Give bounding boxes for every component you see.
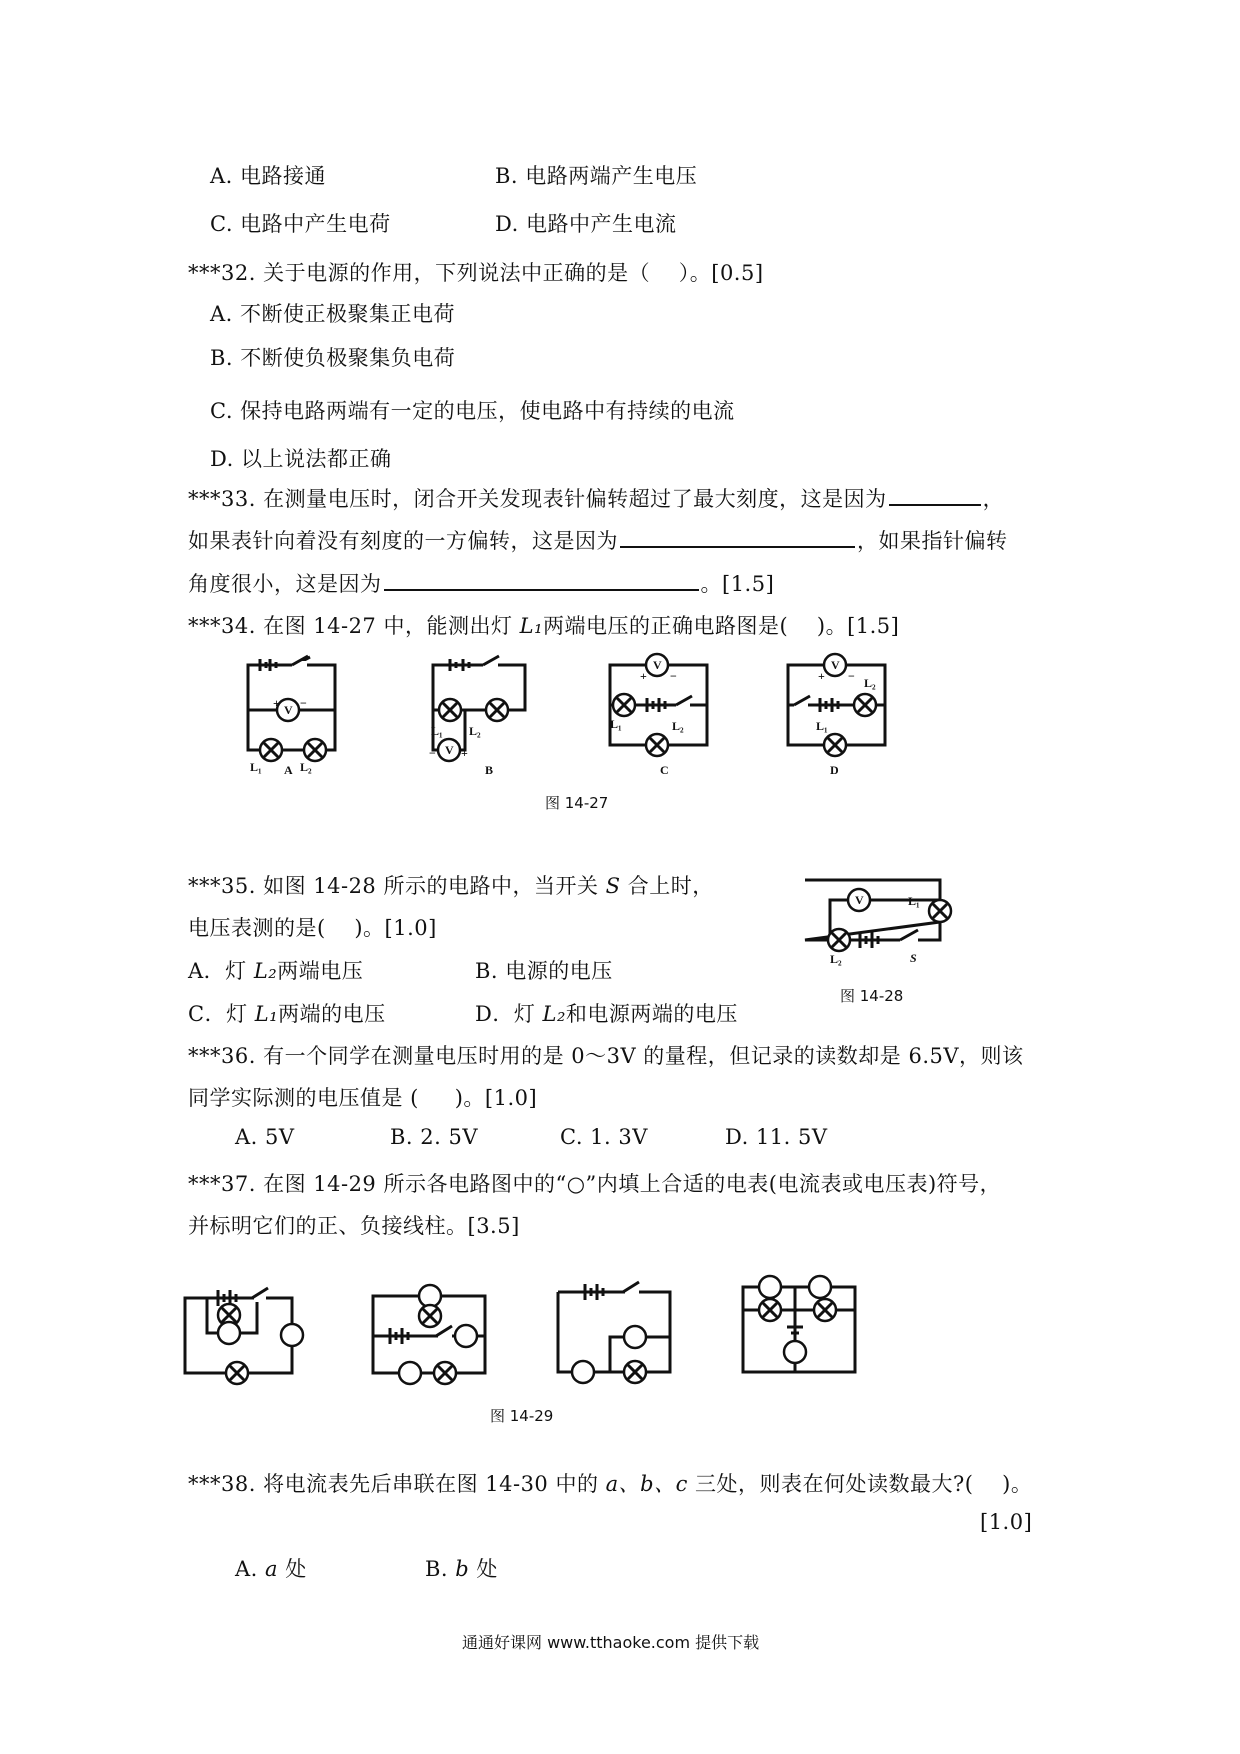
svg-text:L₁: L₁ — [610, 717, 622, 731]
meter-blank-circle[interactable] — [759, 1276, 781, 1298]
q34-stem: ***34. 在图 14-27 中，能测出灯 L₁两端电压的正确电路图是( )。[1.5] — [188, 614, 900, 638]
q31-option-a: A. 电路接通 — [210, 164, 327, 188]
meter-blank-circle[interactable] — [455, 1325, 477, 1347]
q31-option-b: B. 电路两端产生电压 — [495, 164, 698, 188]
q37-line-2: 并标明它们的正、负接线柱。[3.5] — [188, 1214, 520, 1238]
meter-blank-circle[interactable] — [419, 1285, 441, 1307]
meter-blank-circle[interactable] — [624, 1326, 646, 1348]
figure-14-27-circuit-b — [425, 655, 540, 777]
svg-text:L₂: L₂ — [830, 952, 842, 966]
svg-text:L₂: L₂ — [300, 760, 312, 774]
q33-answer-blank-3[interactable] — [384, 569, 699, 591]
q38-option-b: B. b 处 — [425, 1557, 498, 1581]
q36-option-d: D. 11. 5V — [725, 1125, 828, 1149]
meter-blank-circle[interactable] — [218, 1322, 240, 1344]
figure-14-29-caption: 图 14-29 — [490, 1407, 554, 1425]
q38-option-a: A. a 处 — [235, 1557, 307, 1581]
svg-text:V: V — [445, 743, 454, 757]
svg-text:V: V — [831, 658, 840, 672]
figure-14-27-circuit-c — [602, 650, 717, 777]
q36-option-c: C. 1. 3V — [560, 1125, 648, 1149]
q33-answer-blank-2[interactable] — [620, 526, 855, 548]
circuit-label-b: B — [485, 763, 494, 777]
figure-14-29-circuit-4 — [740, 1272, 870, 1388]
q38-score: [1.0] — [980, 1510, 1033, 1534]
figure-14-28-caption: 图 14-28 — [840, 987, 904, 1005]
q32-option-d: D. 以上说法都正确 — [210, 447, 392, 471]
q35-option-d: D．灯 L₂和电源两端的电压 — [475, 1002, 738, 1026]
svg-text:L₁: L₁ — [431, 724, 443, 738]
q36-option-b: B. 2. 5V — [390, 1125, 479, 1149]
svg-text:L₁: L₁ — [250, 760, 262, 774]
q33-line-2: 如果表针向着没有刻度的一方偏转，这是因为 ，如果指针偏转 — [188, 525, 1008, 555]
q32-stem: ***32. 关于电源的作用，下列说法中正确的是（ ）。[0.5] — [188, 261, 764, 285]
svg-text:S: S — [910, 951, 917, 965]
q36-line-1: ***36. 有一个同学在测量电压时用的是 0～3V 的量程，但记录的读数却是 6.5V，则该 — [188, 1044, 1024, 1068]
svg-text:L₂: L₂ — [672, 719, 684, 733]
svg-text:+: + — [273, 696, 280, 710]
q32-option-a: A. 不断使正极聚集正电荷 — [210, 302, 456, 326]
svg-text:V: V — [653, 658, 662, 672]
svg-text:L₁: L₁ — [908, 894, 920, 908]
svg-text:+: + — [461, 746, 468, 760]
page-footer: 通通好课网 www.tthaoke.com 提供下载 — [462, 1633, 760, 1652]
meter-blank-circle[interactable] — [281, 1324, 303, 1346]
meter-blank-circle[interactable] — [809, 1276, 831, 1298]
meter-blank-circle[interactable] — [784, 1341, 806, 1363]
q33-line-1: ***33. 在测量电压时，闭合开关发现表针偏转超过了最大刻度，这是因为 ， — [188, 483, 1004, 513]
q37-line-1: ***37. 在图 14-29 所示各电路图中的“○”内填上合适的电表(电流表或电压表)符号， — [188, 1172, 1002, 1196]
svg-text:L₂: L₂ — [469, 724, 481, 738]
svg-text:+: + — [818, 669, 825, 683]
svg-text:−: − — [300, 696, 307, 710]
svg-text:−: − — [670, 669, 677, 683]
svg-text:−: − — [429, 746, 436, 760]
circuit-label-a: A — [284, 763, 293, 777]
q35-option-a: A．灯 L₂两端电压 — [188, 959, 364, 983]
figure-14-27-circuit-d — [780, 650, 895, 777]
q36-line-2: 同学实际测的电压值是 ( )。[1.0] — [188, 1086, 538, 1110]
q31-option-c: C. 电路中产生电荷 — [210, 212, 391, 236]
circuit-label-c: C — [660, 763, 669, 777]
svg-text:V: V — [855, 893, 864, 907]
q31-option-d: D. 电路中产生电流 — [495, 212, 677, 236]
svg-text:+: + — [640, 669, 647, 683]
q33-line-3: 角度很小，这是因为 。[1.5] — [188, 568, 774, 598]
q35-option-b: B. 电源的电压 — [475, 959, 613, 983]
figure-14-28-circuit — [800, 870, 960, 975]
figure-14-27-circuit-a — [240, 655, 355, 777]
circuit-label-d: D — [830, 763, 839, 777]
meter-blank-circle[interactable] — [399, 1362, 421, 1384]
svg-text:L₁: L₁ — [816, 719, 828, 733]
meter-blank-circle[interactable] — [572, 1361, 594, 1383]
q35-line-1: ***35. 如图 14-28 所示的电路中，当开关 S 合上时， — [188, 874, 714, 898]
q38-line-1: ***38. 将电流表先后串联在图 14-30 中的 a、b、c 三处，则表在何处读数最大?( )。 — [188, 1472, 1033, 1496]
q32-option-c: C. 保持电路两端有一定的电压，使电路中有持续的电流 — [210, 399, 735, 423]
figure-14-29-circuit-1 — [182, 1278, 312, 1388]
q35-line-2: 电压表测的是( )。[1.0] — [188, 916, 437, 940]
svg-text:−: − — [848, 669, 855, 683]
figure-14-29-circuit-2 — [370, 1278, 500, 1388]
q36-option-a: A. 5V — [235, 1125, 295, 1149]
figure-14-27-caption: 图 14-27 — [545, 794, 609, 812]
q33-answer-blank-1[interactable] — [889, 484, 981, 506]
voltmeter-label: V — [284, 703, 293, 717]
q32-option-b: B. 不断使负极聚集负电荷 — [210, 346, 456, 370]
svg-text:L₂: L₂ — [864, 676, 876, 690]
q35-option-c: C．灯 L₁两端的电压 — [188, 1002, 386, 1026]
figure-14-29-circuit-3 — [555, 1272, 685, 1388]
